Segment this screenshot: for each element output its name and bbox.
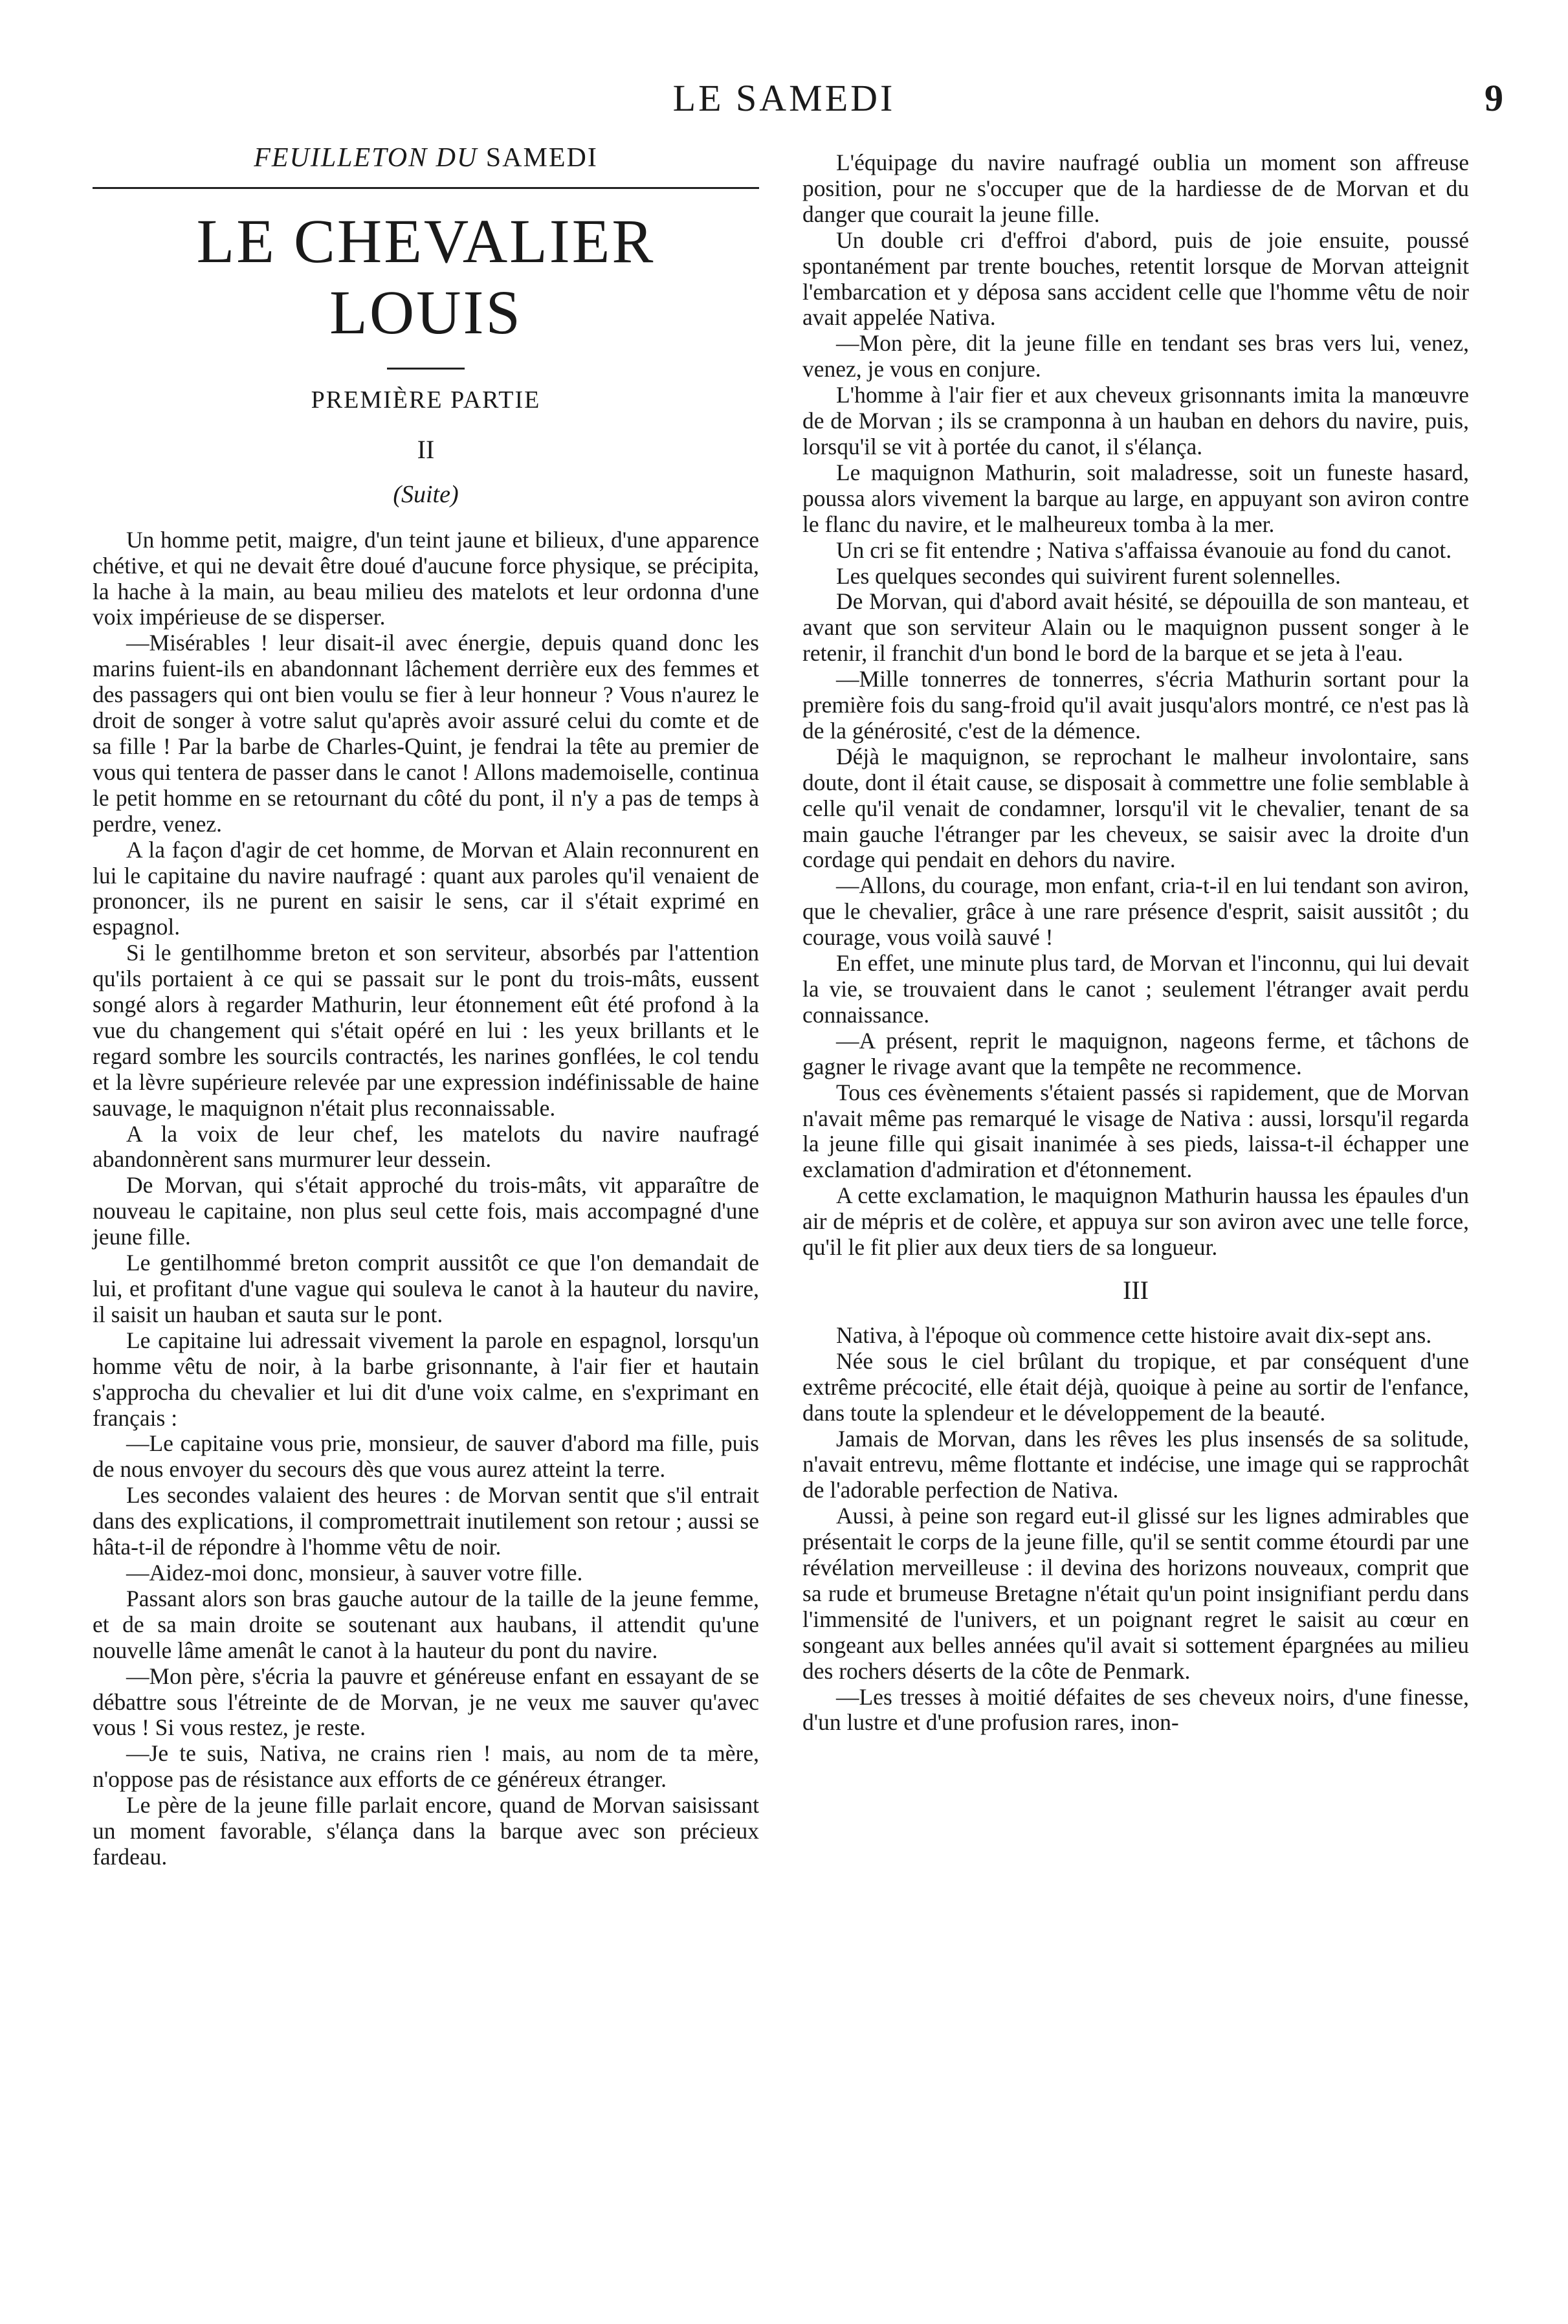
paragraph: —Je te suis, Nativa, ne crains rien ! mais, au nom de ta mère, n'oppose pas de résistance aux efforts de ce généreux étranger. xyxy=(93,1740,759,1793)
running-title: LE SAMEDI xyxy=(672,77,896,119)
left-column xyxy=(93,143,759,1870)
paragraph: A cette exclamation, le maquignon Mathurin haussa les épaules d'un air de mépris et de colère, et appuya sur son aviron avec une telle force, qu'il le fit plier aux deux tiers de sa longueur. xyxy=(802,1182,1469,1261)
feuilleton-label xyxy=(93,143,759,187)
paragraph: —Mon père, dit la jeune fille en tendant ses bras vers lui, venez, venez, je vous en conjure. xyxy=(802,330,1469,382)
paragraph: —Le capitaine vous prie, monsieur, de sauver d'abord ma fille, puis de nous envoyer du secours dès que vous aurez atteint la terre. xyxy=(93,1430,759,1483)
paragraph: L'équipage du navire naufragé oublia un moment son affreuse position, pour ne s'occuper que de la hardiesse de de Morvan et du danger que courait la jeune fille. xyxy=(802,149,1469,227)
paragraph: —Mon père, s'écria la pauvre et généreuse enfant en essayant de se débattre sous l'étreinte de de Morvan, je ne veux me sauver qu'avec vous ! Si vous restez, je reste. xyxy=(93,1663,759,1741)
paragraph: —Aidez-moi donc, monsieur, à sauver votre fille. xyxy=(126,1559,583,1586)
paragraph: Nativa, à l'époque où commence cette histoire avait dix-sept ans. xyxy=(836,1322,1432,1348)
paragraph: Les secondes valaient des heures : de Morvan sentit que s'il entrait dans des explications, il compromettrait inutilement son retour ; aussi se hâta-t-il de répondre à l'homme vêtu de noir. xyxy=(93,1482,759,1560)
paragraph: Aussi, à peine son regard eut-il glissé sur les lignes admirables que présentait le corps de la jeune fille, qu'il se sentit comme étourdi par une révélation merveilleuse : il devina des horizons nouveaux, comprit que sa rude et brumeuse Bretagne n'était qu'un point insignifiant perdu dans l'immensité de l'univers, et un poignant regret le saisit au cœur en songeant aux belles années qu'il avait si sottement épargnées au milieu des rochers déserts de la côte de Penmark. xyxy=(802,1503,1469,1684)
paragraph: Jamais de Morvan, dans les rêves les plus insensés de sa solitude, n'avait entrevu, même flottante et indécise, une image qui se rapprochât de l'adorable perfection de Nativa. xyxy=(802,1425,1469,1503)
paragraph: L'homme à l'air fier et aux cheveux grisonnants imita la manœuvre de de Morvan ; ils se cramponna à un hauban en dehors du navire, puis, lorsqu'il se vit à portée du canot, il s'élança. xyxy=(802,382,1469,459)
right-paragraphs xyxy=(802,150,1469,1261)
chapter-heading-ii: II xyxy=(417,434,435,464)
paragraph: Le capitaine lui adressait vivement la parole en espagnol, lorsqu'un homme vêtu de noir, à la barbe grisonnante, à l'air fier et hautain s'approcha du chevalier et lui dit d'une voix calme, en s'exprimant en français : xyxy=(93,1327,759,1431)
paragraph: Déjà le maquignon, se reprochant le malheur involontaire, sans doute, dont il était cause, se disposait à commettre une folie semblable à celle qu'il venait de condamner, lorsqu'il vit le chevalier, tenant de sa main gauche l'étranger par les cheveux, se saisir avec la droite d'un cordage qui pendait en dehors du navire. xyxy=(802,743,1469,873)
paragraph: A la façon d'agir de cet homme, de Morvan et Alain reconnurent en lui le capitaine du navire naufragé : quant aux paroles qu'il venaient de prononcer, ils ne purent en saisir le sens, car il s'était exprimé en espagnol. xyxy=(93,836,759,940)
running-header xyxy=(0,76,1568,122)
paragraph: Le gentilhommé breton comprit aussitôt ce que l'on demandait de lui, et profitant d'une vague qui souleva le canot à la hauteur du navire, il saisit un hauban et sauta sur le pont. xyxy=(93,1250,759,1327)
paragraph: Un homme petit, maigre, d'un teint jaune et bilieux, d'une apparence chétive, et qui ne devait être doué d'aucune force physique, se précipita, la hache à la main, au beau milieu des matelots et leur ordonna d'une voix impérieuse de se disperser. xyxy=(93,526,759,630)
short-rule xyxy=(387,368,465,370)
page-number: 9 xyxy=(1485,77,1503,119)
paragraph: —Mille tonnerres de tonnerres, s'écria Mathurin sortant pour la première fois du sang-froid qu'il avait jusqu'alors montré, ce n'est pas là de la générosité, c'est de la démence. xyxy=(802,666,1469,744)
paragraph: Les quelques secondes qui suivirent furent solennelles. xyxy=(836,562,1341,589)
left-paragraphs xyxy=(93,527,759,1870)
paragraph: Le maquignon Mathurin, soit maladresse, soit un funeste hasard, poussa alors vivement la barque au large, en appuyant son aviron contre le flanc du navire, et le malheureux tomba à la mer. xyxy=(802,459,1469,537)
paragraph: Le père de la jeune fille parlait encore, quand de Morvan saisissant un moment favorable, s'élança dans la barque avec son précieux fardeau. xyxy=(93,1792,759,1870)
story-title: LE CHEVALIER LOUIS xyxy=(196,206,656,347)
suite-label: (Suite) xyxy=(393,480,459,508)
paragraph: Si le gentilhomme breton et son serviteur, absorbés par l'attention qu'ils portaient à ce qui se passait sur le pont du trois-mâts, eussent songé alors à regarder Mathurin, leur étonnement eût été profond à la vue du changement qui s'était opéré en lui : les yeux brillants et le regard sombre les sourcils contractés, les narines gonflées, le col tendu et la lèvre supérieure relevée par une expression indéfinissable de haine sauvage, le maquignon n'était plus reconnaissable. xyxy=(93,940,759,1121)
paragraph: —A présent, reprit le maquignon, nageons ferme, et tâchons de gagner le rivage avant que la tempête ne recommence. xyxy=(802,1027,1469,1079)
paragraph: —Les tresses à moitié défaites de ses cheveux noirs, d'une finesse, d'un lustre et d'une profusion rares, inon- xyxy=(802,1683,1469,1736)
paragraph: —Allons, du courage, mon enfant, cria-t-il en lui tendant son aviron, que le chevalier, grâce à une rare présence d'esprit, saisit aussitôt ; du courage, vous voilà sauvé ! xyxy=(802,872,1469,951)
paragraph: De Morvan, qui s'était approché du trois-mâts, vit apparaître de nouveau le capitaine, non plus seul cette fois, mais accompagné d'une jeune fille. xyxy=(93,1172,759,1250)
paragraph: A la voix de leur chef, les matelots du navire naufragé abandonnèrent sans murmurer leur dessein. xyxy=(93,1120,759,1173)
paragraph: En effet, une minute plus tard, de Morvan et l'inconnu, qui lui devait la vie, se trouvaient dans le canot ; seulement l'étranger avait perdu connaissance. xyxy=(802,950,1469,1028)
paragraph: Née sous le ciel brûlant du tropique, et par conséquent d'une extrême précocité, elle était déjà, quoique à peine au sortir de l'enfance, dans toute la splendeur et le développement de la beauté. xyxy=(802,1347,1469,1426)
paragraph: —Misérables ! leur disait-il avec énergie, depuis quand donc les marins fuient-ils en abandonnant lâchement derrière eux des femmes et des passagers qui ont bien voulu se fier à leur honneur ? Vous n'aurez le droit de songer à votre salut qu'après avoir assuré celui du comte et de sa fille ! Par la barbe de Charles-Quint, je fendrai la tête au premier de vous qui tentera de passer dans le canot ! Allons mademoiselle, continua le petit homme en se retournant du côté du pont, il n'y a pas de temps à perdre, venez. xyxy=(93,630,759,837)
title-rule xyxy=(93,187,759,189)
chapter-heading-iii: III xyxy=(1123,1275,1149,1305)
paragraph: Passant alors son bras gauche autour de la taille de la jeune femme, et de sa main droite se soutenant aux haubans, il attendit qu'une nouvelle lâme amenât le canot à la hauteur du pont du navire. xyxy=(93,1585,759,1663)
part-heading: PREMIÈRE PARTIE xyxy=(311,386,541,414)
paragraph: Un double cri d'effroi d'abord, puis de joie ensuite, poussé spontanément par trente bouches, retentit lorsque de Morvan atteignit l'embarcation et y déposa sans accident celle que l'homme vêtu de noir avait appelée Nativa. xyxy=(802,227,1469,331)
feuilleton-label-italic: FEUILLETON DU xyxy=(254,143,478,173)
paragraph: Un cri se fit entendre ; Nativa s'affaissa évanouie au fond du canot. xyxy=(836,537,1452,563)
paragraph: Tous ces évènements s'étaient passés si rapidement, que de Morvan n'avait même pas remarqué le visage de Nativa : aussi, lorsqu'il regarda la jeune fille qui gisait inanimée à ses pieds, laissa-t-il échapper une exclamation d'admiration et d'étonnement. xyxy=(802,1079,1469,1183)
right-column xyxy=(802,150,1469,1736)
feuilleton-label-upright: SAMEDI xyxy=(485,143,598,173)
paragraph: De Morvan, qui d'abord avait hésité, se dépouilla de son manteau, et avant que son serviteur Alain ou le maquignon pussent songer à le retenir, il franchit d'un bond le bord de la barque et se jeta à l'eau. xyxy=(802,588,1469,667)
chapter-three-paragraphs xyxy=(802,1323,1469,1736)
